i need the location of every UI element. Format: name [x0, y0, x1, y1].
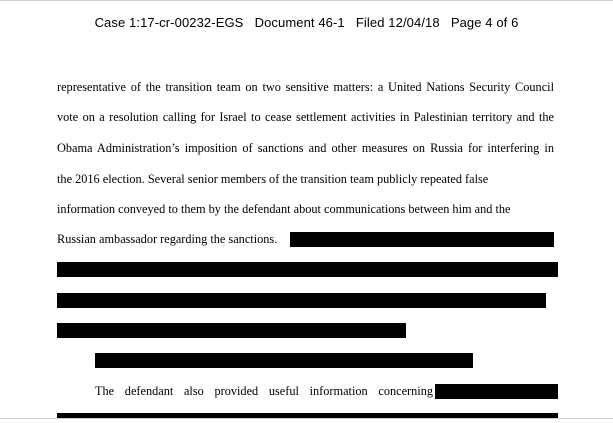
body-line-3: Obama Administration’s imposition of sanctions and other measures on Russia for interfering in — [57, 141, 554, 155]
redaction-bar — [57, 262, 558, 277]
redaction-bar — [57, 293, 546, 308]
paragraph-2-first-line: The defendant also provided useful information concerning — [95, 384, 433, 398]
page-top-edge — [0, 0, 613, 1]
body-line-1: representative of the transition team on two sensitive matters: a United Nations Security Council — [57, 80, 554, 94]
body-line-2: vote on a resolution calling for Israel to cease settlement activities in Palestinian territory and the — [57, 110, 554, 124]
body-line-6: Russian ambassador regarding the sanctions. — [57, 232, 278, 246]
body-line-5: information conveyed to them by the defendant about communications between him and the — [57, 202, 511, 216]
body-line-4: the 2016 election. Several senior members of the transition team publicly repeated false — [57, 172, 489, 186]
redaction-bar — [57, 323, 406, 338]
redaction-bar — [95, 353, 473, 368]
redaction-bar — [435, 384, 558, 399]
redaction-bar — [290, 232, 554, 247]
page-bottom-edge — [0, 418, 613, 419]
case-header: Case 1:17-cr-00232-EGS Document 46-1 Filed 12/04/18 Page 4 of 6 — [94, 15, 519, 30]
